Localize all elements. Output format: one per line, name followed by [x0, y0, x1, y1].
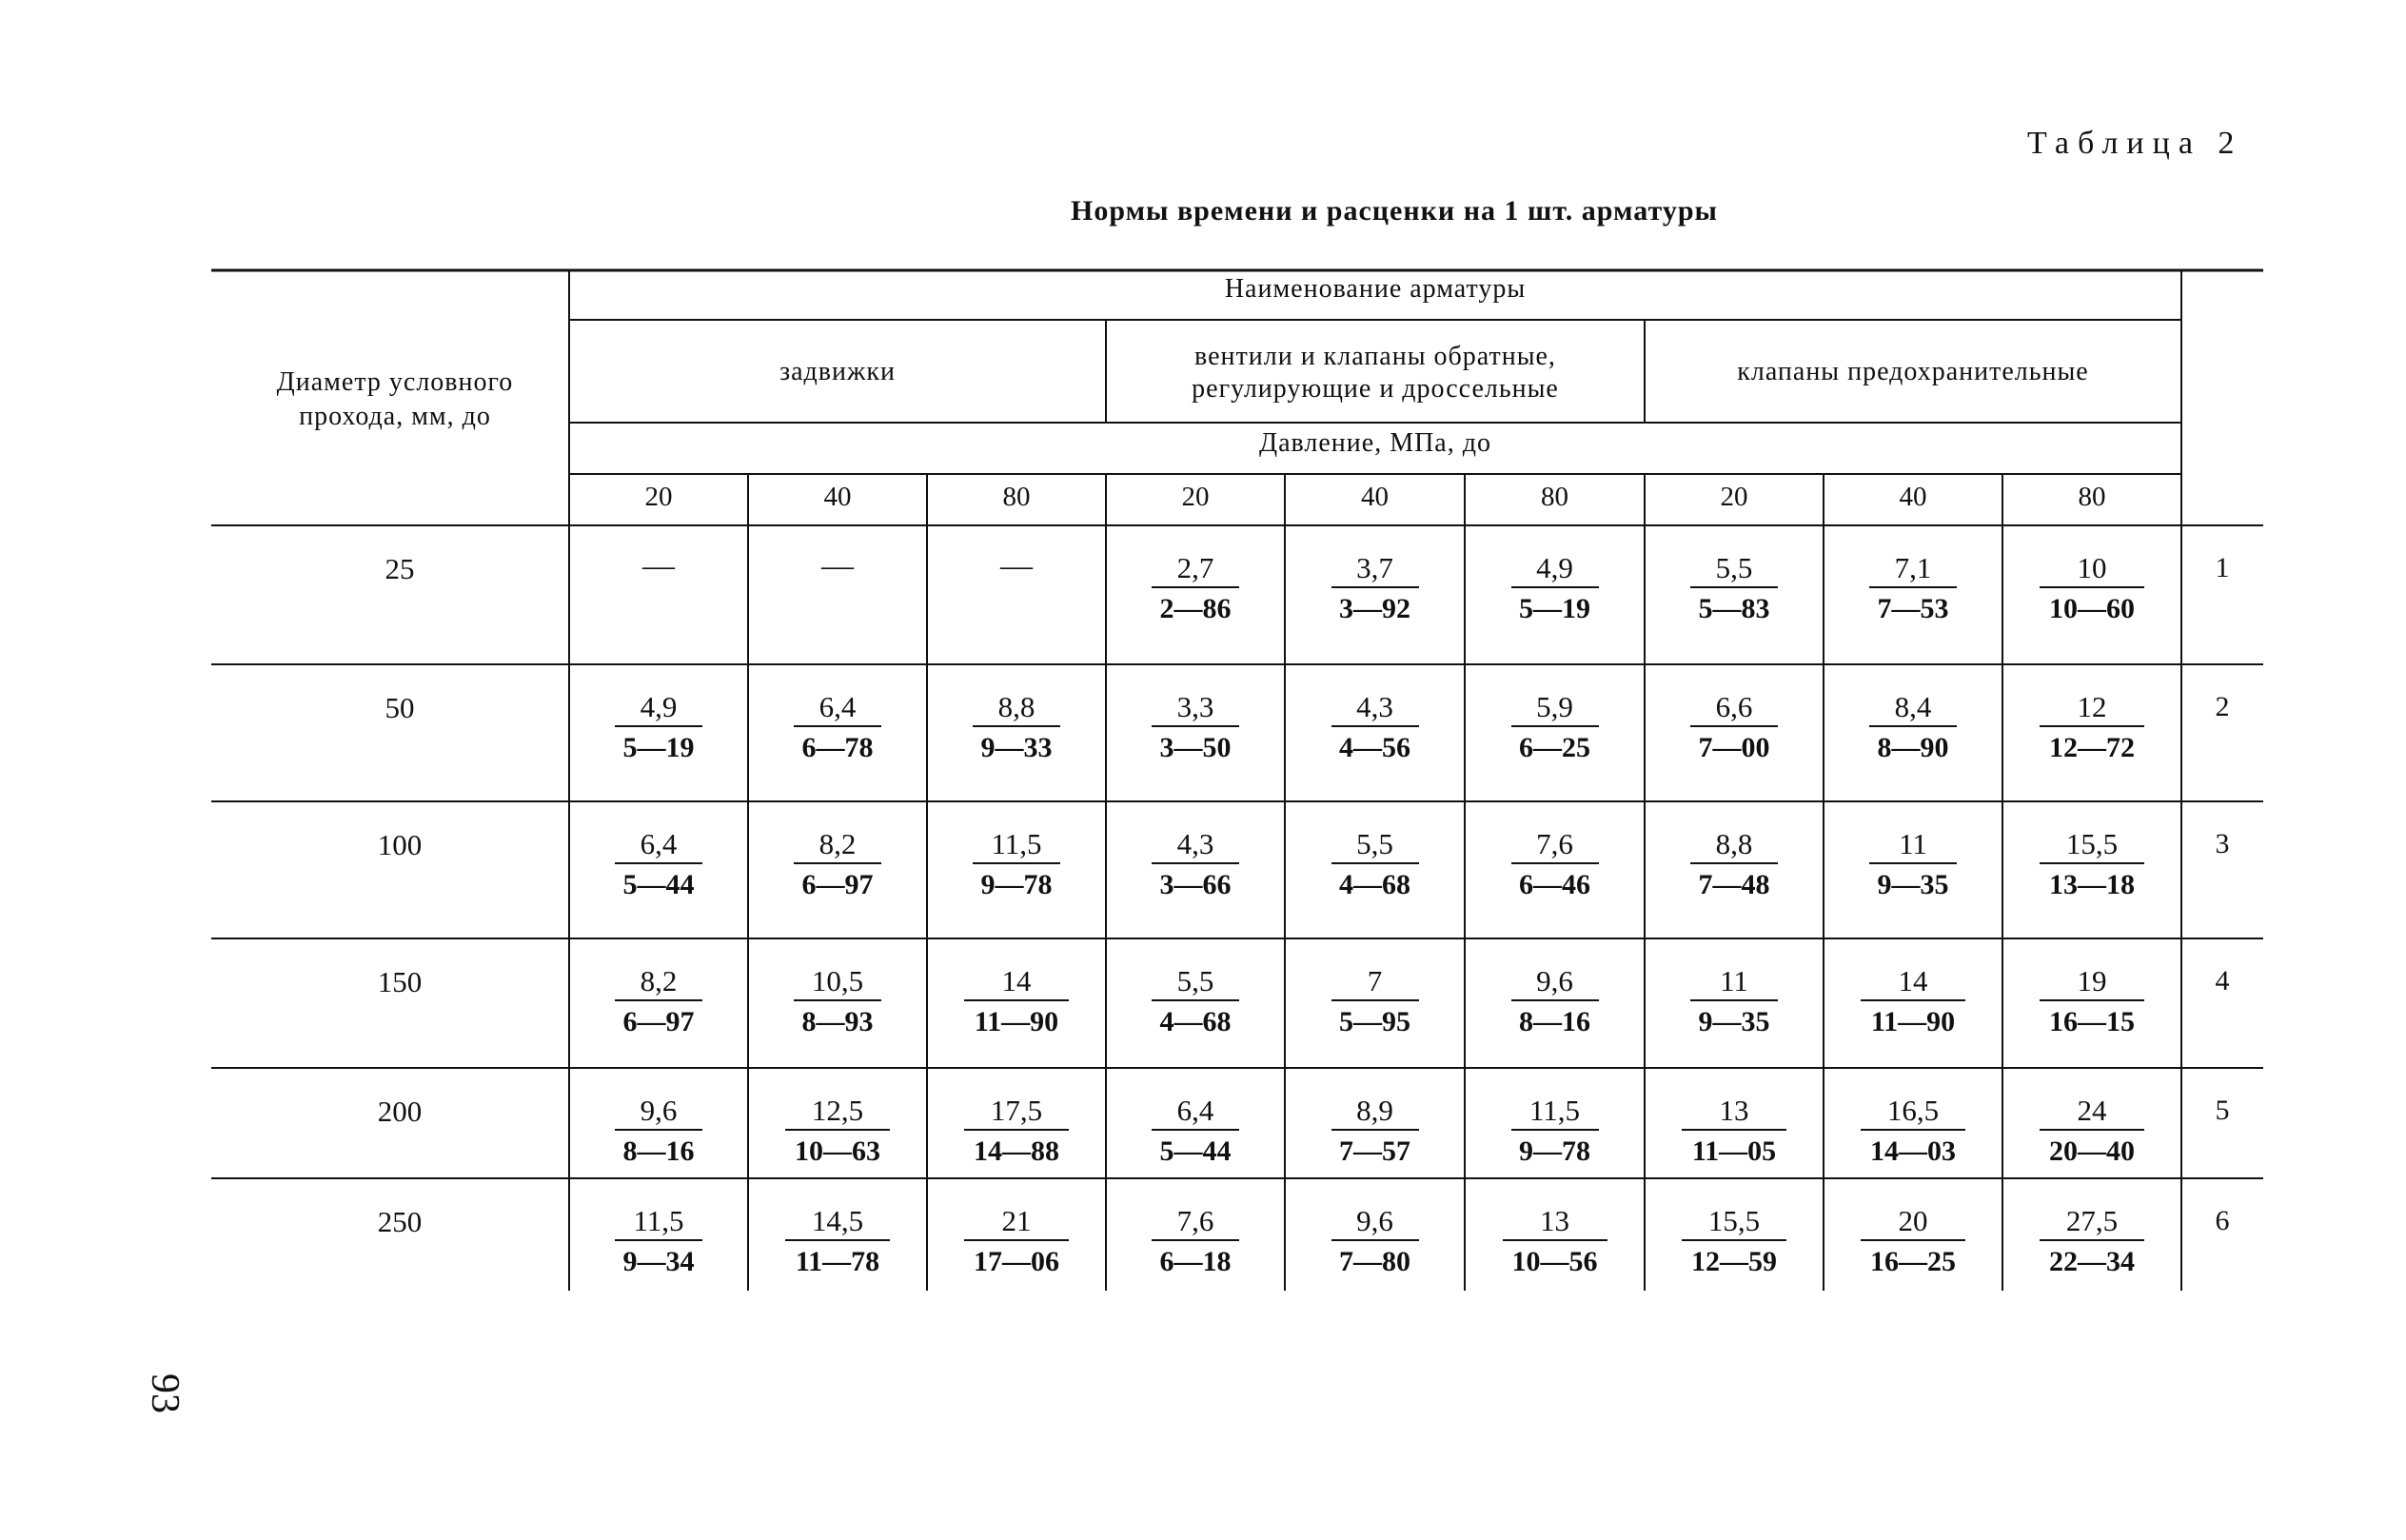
- value-fraction: [1106, 552, 1285, 624]
- row-index: 2: [2215, 691, 2230, 722]
- fraction-bar: [1152, 862, 1239, 864]
- value-fraction: [1645, 552, 1824, 624]
- rate-value: 7—00: [1698, 732, 1770, 763]
- value-fraction: [1824, 828, 2002, 900]
- time-norm: 12,5: [811, 1094, 864, 1127]
- fraction-bar: [794, 725, 881, 727]
- group-header-3: клапаны предохранительные: [1737, 357, 2089, 386]
- rate-value: 16—25: [1870, 1246, 1956, 1277]
- fraction-bar: [1861, 999, 1965, 1001]
- rate-value: 5—44: [1159, 1135, 1232, 1167]
- value-fraction: [2002, 1205, 2181, 1277]
- time-norm: 7,6: [1176, 1204, 1214, 1237]
- fraction-bar: [1511, 725, 1599, 727]
- rate-value: 8—90: [1877, 732, 1949, 763]
- value-fraction: [569, 828, 748, 900]
- fraction-bar: [615, 862, 702, 864]
- rate-value: 8—93: [801, 1006, 874, 1037]
- time-norm: 6,4: [640, 827, 678, 860]
- naming-header: Наименование арматуры: [1224, 274, 1527, 304]
- diameter-cell: 250: [377, 1205, 423, 1238]
- fraction-bar: [1869, 725, 1957, 727]
- rate-value: 7—53: [1877, 593, 1949, 624]
- rate-value: 5—19: [622, 732, 695, 763]
- time-norm: 2,7: [1176, 551, 1214, 584]
- time-norm: 4,3: [1176, 827, 1214, 860]
- diameter-cell: 100: [377, 828, 423, 861]
- value-fraction: [927, 1095, 1106, 1167]
- rate-value: 4—56: [1339, 732, 1410, 763]
- fraction-bar: [615, 1239, 702, 1241]
- pressure-value: 20: [644, 482, 673, 512]
- rate-value: 8—16: [1519, 1006, 1590, 1037]
- time-norm: 7,6: [1536, 827, 1573, 860]
- value-fraction: [1285, 691, 1465, 763]
- value-fraction: [748, 691, 927, 763]
- value-fraction: [1285, 1205, 1465, 1277]
- rate-value: 14—03: [1870, 1135, 1956, 1167]
- fraction-bar: [1682, 1129, 1786, 1131]
- value-fraction: [2002, 828, 2181, 900]
- empty-cell-dash: —: [642, 548, 675, 583]
- time-norm: 6,4: [818, 690, 857, 723]
- time-norm: 5,5: [1176, 964, 1214, 997]
- fraction-bar: [2040, 586, 2144, 588]
- time-norm: 15,5: [2065, 827, 2119, 860]
- diameter-cell: 25: [385, 552, 415, 585]
- fraction-bar: [615, 999, 702, 1001]
- time-norm: 17,5: [990, 1094, 1043, 1127]
- rate-value: 16—15: [2049, 1006, 2135, 1037]
- rate-value: 4—68: [1159, 1006, 1232, 1037]
- fraction-bar: [964, 1239, 1069, 1241]
- time-norm: 4,9: [640, 690, 678, 723]
- time-norm: 15,5: [1707, 1204, 1761, 1237]
- rate-value: 5—44: [622, 869, 695, 900]
- fraction-bar: [1331, 862, 1419, 864]
- empty-cell-dash: —: [1000, 548, 1033, 583]
- time-norm: 7: [1367, 964, 1383, 997]
- fraction-bar: [1869, 862, 1957, 864]
- value-fraction: [748, 1205, 927, 1277]
- rate-value: 10—56: [1511, 1246, 1598, 1277]
- value-fraction: [1824, 691, 2002, 763]
- pressure-value: 20: [1181, 482, 1210, 512]
- rate-value: 10—60: [2049, 593, 2135, 624]
- time-norm: 8,2: [818, 827, 857, 860]
- table-label: Таблица 2: [2027, 126, 2243, 161]
- time-norm: 11,5: [991, 827, 1042, 860]
- value-fraction: [1106, 965, 1285, 1037]
- fraction-bar: [1331, 1239, 1419, 1241]
- fraction-bar: [1152, 1239, 1239, 1241]
- time-norm: 19: [2077, 964, 2107, 997]
- time-norm: 14: [1001, 964, 1032, 997]
- fraction-bar: [2040, 1239, 2144, 1241]
- value-fraction: [1465, 965, 1645, 1037]
- rate-value: 22—34: [2049, 1246, 2135, 1277]
- time-norm: 3,7: [1356, 551, 1393, 584]
- rate-value: 3—66: [1159, 869, 1232, 900]
- fraction-bar: [615, 725, 702, 727]
- fraction-bar: [1152, 999, 1239, 1001]
- value-fraction: [2002, 691, 2181, 763]
- fraction-bar: [1152, 586, 1239, 588]
- value-fraction: [1824, 1095, 2002, 1167]
- diameter-cell: 150: [377, 965, 423, 998]
- value-fraction: [1645, 1205, 1824, 1277]
- fraction-bar: [1690, 999, 1778, 1001]
- rate-value: 6—46: [1519, 869, 1590, 900]
- fraction-bar: [1682, 1239, 1786, 1241]
- rate-value: 4—68: [1339, 869, 1410, 900]
- fraction-bar: [964, 1129, 1069, 1131]
- time-norm: 5,5: [1356, 827, 1393, 860]
- value-fraction: [1645, 1095, 1824, 1167]
- fraction-bar: [1690, 586, 1778, 588]
- rate-value: 3—50: [1159, 732, 1232, 763]
- time-norm: 11: [1899, 827, 1927, 860]
- time-norm: 13: [1540, 1204, 1569, 1237]
- pressure-value: 20: [1720, 482, 1748, 512]
- value-fraction: [1285, 828, 1465, 900]
- row-index: 4: [2215, 965, 2230, 997]
- value-fraction: [927, 691, 1106, 763]
- value-fraction: [1465, 828, 1645, 900]
- fraction-bar: [1331, 999, 1419, 1001]
- fraction-bar: [973, 725, 1060, 727]
- table-title: Нормы времени и расценки на 1 шт. арматуры: [1071, 195, 1718, 227]
- value-fraction: [569, 965, 748, 1037]
- time-norm: 27,5: [2065, 1204, 2119, 1237]
- row-index: 3: [2215, 828, 2230, 859]
- rate-value: 7—57: [1339, 1135, 1410, 1167]
- value-fraction: [1645, 691, 1824, 763]
- time-norm: 11: [1720, 964, 1748, 997]
- fraction-bar: [1511, 862, 1599, 864]
- row-index: 5: [2215, 1095, 2230, 1126]
- fraction-bar: [1690, 862, 1778, 864]
- diameter-cell: 200: [377, 1095, 423, 1128]
- value-fraction: [2002, 965, 2181, 1037]
- fraction-bar: [794, 862, 881, 864]
- time-norm: 5,5: [1715, 551, 1753, 584]
- time-norm: 6,6: [1715, 690, 1753, 723]
- pressure-value: 80: [1541, 482, 1568, 512]
- fraction-bar: [1331, 1129, 1419, 1131]
- page-number: 93: [143, 1373, 187, 1413]
- pressure-header: Давление, МПа, до: [1259, 428, 1491, 458]
- fraction-bar: [1331, 586, 1419, 588]
- time-norm: 7,1: [1894, 551, 1932, 584]
- value-fraction: [1824, 1205, 2002, 1277]
- value-fraction: [1465, 552, 1645, 624]
- time-norm: 9,6: [1536, 964, 1573, 997]
- time-norm: 4,9: [1536, 551, 1573, 584]
- time-norm: 24: [2077, 1094, 2107, 1127]
- fraction-bar: [1690, 725, 1778, 727]
- diameter-header: Диаметр условного прохода, мм, до: [276, 367, 514, 431]
- fraction-bar: [1331, 725, 1419, 727]
- value-fraction: [569, 1095, 748, 1167]
- value-fraction: [748, 1095, 927, 1167]
- value-fraction: [1465, 1095, 1645, 1167]
- value-fraction: [1106, 1205, 1285, 1277]
- value-fraction: [2002, 1095, 2181, 1167]
- rate-value: 20—40: [2049, 1135, 2135, 1167]
- value-fraction: [1106, 828, 1285, 900]
- time-norm: 11,5: [1528, 1094, 1581, 1127]
- value-fraction: [1106, 691, 1285, 763]
- fraction-bar: [1511, 1129, 1599, 1131]
- rate-value: 11—78: [795, 1246, 880, 1277]
- time-norm: 8,4: [1894, 690, 1932, 723]
- fraction-bar: [1503, 1239, 1607, 1241]
- time-norm: 4,3: [1356, 690, 1393, 723]
- time-norm: 14: [1898, 964, 1928, 997]
- rate-value: 14—88: [974, 1135, 1059, 1167]
- pressure-value: 40: [1361, 482, 1389, 512]
- fraction-bar: [1511, 586, 1599, 588]
- fraction-bar: [794, 999, 881, 1001]
- time-norm: 8,8: [1715, 827, 1753, 860]
- fraction-bar: [1152, 1129, 1239, 1131]
- rate-value: 11—90: [974, 1006, 1059, 1037]
- fraction-bar: [615, 1129, 702, 1131]
- pressure-value: 40: [823, 482, 852, 512]
- fraction-bar: [1869, 586, 1957, 588]
- time-norm: 21: [1001, 1204, 1032, 1237]
- pressure-value: 80: [1002, 482, 1031, 512]
- rate-value: 5—95: [1339, 1006, 1410, 1037]
- time-norm: 5,9: [1536, 690, 1573, 723]
- rate-value: 9—33: [980, 732, 1053, 763]
- time-norm: 9,6: [1356, 1204, 1393, 1237]
- fraction-bar: [964, 999, 1069, 1001]
- rate-value: 12—59: [1691, 1246, 1777, 1277]
- rate-value: 6—97: [622, 1006, 695, 1037]
- time-norm: 20: [1898, 1204, 1928, 1237]
- time-norm: 8,2: [640, 964, 678, 997]
- time-norm: 11,5: [633, 1204, 684, 1237]
- fraction-bar: [2040, 725, 2144, 727]
- value-fraction: [748, 965, 927, 1037]
- value-fraction: [569, 691, 748, 763]
- fraction-bar: [2040, 1129, 2144, 1131]
- time-norm: 12: [2077, 690, 2107, 723]
- fraction-bar: [1152, 725, 1239, 727]
- rate-value: 5—83: [1698, 593, 1770, 624]
- time-norm: 10: [2077, 551, 2107, 584]
- time-norm: 8,9: [1356, 1094, 1393, 1127]
- rate-value: 6—97: [801, 869, 874, 900]
- fraction-bar: [1511, 999, 1599, 1001]
- rate-value: 6—78: [801, 732, 874, 763]
- value-fraction: [1285, 965, 1465, 1037]
- rate-value: 10—63: [795, 1135, 880, 1167]
- rate-value: 13—18: [2049, 869, 2135, 900]
- time-norm: 10,5: [811, 964, 864, 997]
- time-norm: 14,5: [811, 1204, 864, 1237]
- rate-value: 3—92: [1339, 593, 1410, 624]
- diameter-cell: 50: [385, 691, 415, 724]
- fraction-bar: [785, 1239, 890, 1241]
- rate-value: 12—72: [2049, 732, 2135, 763]
- rate-value: 9—78: [1519, 1135, 1590, 1167]
- rate-value: 9—34: [622, 1246, 695, 1277]
- rate-value: 6—18: [1159, 1246, 1232, 1277]
- value-fraction: [1106, 1095, 1285, 1167]
- rate-value: 7—80: [1339, 1246, 1410, 1277]
- value-fraction: [927, 828, 1106, 900]
- fraction-bar: [2040, 862, 2144, 864]
- time-norm: 13: [1719, 1094, 1749, 1127]
- value-fraction: [1645, 965, 1824, 1037]
- time-norm: 9,6: [640, 1094, 678, 1127]
- rate-value: 17—06: [974, 1246, 1059, 1277]
- rate-value: 9—35: [1698, 1006, 1770, 1037]
- row-index: 6: [2215, 1205, 2230, 1236]
- time-norm: 16,5: [1886, 1094, 1940, 1127]
- fraction-bar: [973, 862, 1060, 864]
- fraction-bar: [1861, 1129, 1965, 1131]
- value-fraction: [927, 965, 1106, 1037]
- rate-value: 2—86: [1159, 593, 1232, 624]
- value-fraction: [569, 1205, 748, 1277]
- empty-cell-dash: —: [821, 548, 854, 583]
- value-fraction: [1465, 1205, 1645, 1277]
- value-fraction: [927, 1205, 1106, 1277]
- fraction-bar: [785, 1129, 890, 1131]
- value-fraction: [1465, 691, 1645, 763]
- fraction-bar: [2040, 999, 2144, 1001]
- rate-value: 9—35: [1877, 869, 1949, 900]
- fraction-bar: [1861, 1239, 1965, 1241]
- group-header-2: вентили и клапаны обратные, регулирующие и дроссельные: [1192, 342, 1559, 404]
- group-header-1: задвижки: [779, 357, 896, 386]
- value-fraction: [1285, 552, 1465, 624]
- value-fraction: [1824, 552, 2002, 624]
- pressure-value: 80: [2078, 482, 2106, 512]
- rate-value: 7—48: [1698, 869, 1770, 900]
- rate-value: 8—16: [622, 1135, 695, 1167]
- value-fraction: [2002, 552, 2181, 624]
- value-fraction: [748, 828, 927, 900]
- value-fraction: [1285, 1095, 1465, 1167]
- rate-value: 11—05: [1691, 1135, 1777, 1167]
- value-fraction: [1824, 965, 2002, 1037]
- rate-value: 11—90: [1870, 1006, 1956, 1037]
- time-norm: 6,4: [1176, 1094, 1214, 1127]
- pressure-value: 40: [1899, 482, 1927, 512]
- time-norm: 8,8: [997, 690, 1035, 723]
- time-norm: 3,3: [1176, 690, 1214, 723]
- rate-value: 9—78: [980, 869, 1053, 900]
- row-index: 1: [2215, 552, 2230, 583]
- rate-value: 6—25: [1519, 732, 1590, 763]
- value-fraction: [1645, 828, 1824, 900]
- rate-value: 5—19: [1519, 593, 1590, 624]
